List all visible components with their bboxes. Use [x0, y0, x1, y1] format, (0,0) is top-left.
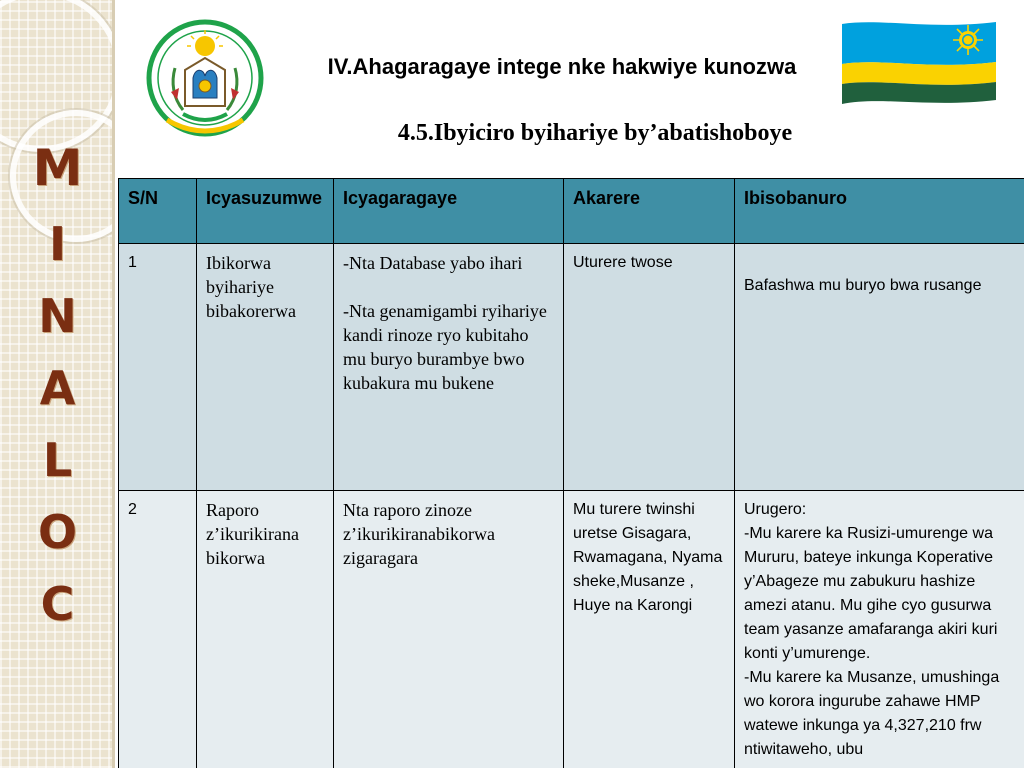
table-header-row [119, 179, 1024, 244]
sidebar-letter: A [39, 361, 76, 415]
findings-table [118, 178, 1024, 768]
slide-title-main: IV.Ahagaragaye intege nke hakwiye kunozwa [327, 54, 797, 79]
rwanda-flag-icon [840, 18, 998, 106]
cell-icyagaragaye [334, 244, 564, 491]
rwanda-coat-of-arms-icon [145, 18, 265, 143]
explanation-text: -Mu karere ka Rusizi-umurenge wa Mururu, bateye inkunga Koperative y’Abageze mu zabukuru hashize amezi atanu. Mu gihe cyo gusurwa team yasanze amafaranga akiri kuri konti y’umurenge. [744, 525, 998, 662]
explanation-text: Bafashwa mu buryo bwa rusange [744, 277, 982, 294]
table-row [119, 244, 1024, 491]
sidebar-letter: M [32, 139, 83, 197]
cell-ibisobanuro [735, 491, 1024, 768]
sidebar-divider [112, 0, 115, 768]
sidebar-letter: O [37, 505, 78, 559]
cell-akarere: Uturere twose [564, 244, 735, 491]
explanation-text: Urugero: [744, 501, 807, 518]
sidebar-letter: C [40, 577, 75, 631]
cell-ibisobanuro [735, 244, 1024, 491]
cell-sn: 1 [119, 244, 197, 491]
column-header-icyagaragaye: Icyagaragaye [334, 179, 564, 244]
column-header-ibisobanuro: Ibisobanuro [735, 179, 1024, 244]
sidebar-letter: L [42, 433, 73, 487]
sidebar-letter: I [48, 217, 67, 271]
cell-icyasuzumwe: Ibikorwa byihariye bibakorerwa [197, 244, 334, 491]
sidebar-band [0, 0, 115, 768]
cell-akarere: Mu turere twinshi uretse Gisagara, Rwamagana, Nyama sheke,Musanze , Huye na Karongi [564, 491, 735, 768]
cell-sn: 2 [119, 491, 197, 768]
column-header-icyasuzumwe: Icyasuzumwe [197, 179, 334, 244]
cell-icyasuzumwe: Raporo z’ikurikirana bikorwa [197, 491, 334, 768]
finding-text: Nta raporo zinoze z’ikurikiranabikorwa zigaragara [343, 500, 495, 568]
column-header-akarere: Akarere [564, 179, 735, 244]
explanation-text: -Mu karere ka Musanze, umushinga wo korora ingurube zahawe HMP watewe inkunga ya 4,327,210 frw ntiwitaweho, ubu [744, 669, 1000, 758]
finding-text: -Nta genamigambi ryihariye kandi rinoze ryo kubitaho mu buryo burambye bwo kubakura mu bukene [343, 301, 547, 393]
finding-text: -Nta Database yabo ihari [343, 253, 523, 273]
table-row [119, 491, 1024, 768]
minaloc-letters [0, 140, 115, 640]
column-header-sn: S/N [119, 179, 197, 244]
sidebar-letter: N [38, 289, 77, 343]
cell-icyagaragaye [334, 491, 564, 768]
slide-subtitle: 4.5.Ibyiciro byihariye by’abatishoboye [397, 120, 793, 146]
